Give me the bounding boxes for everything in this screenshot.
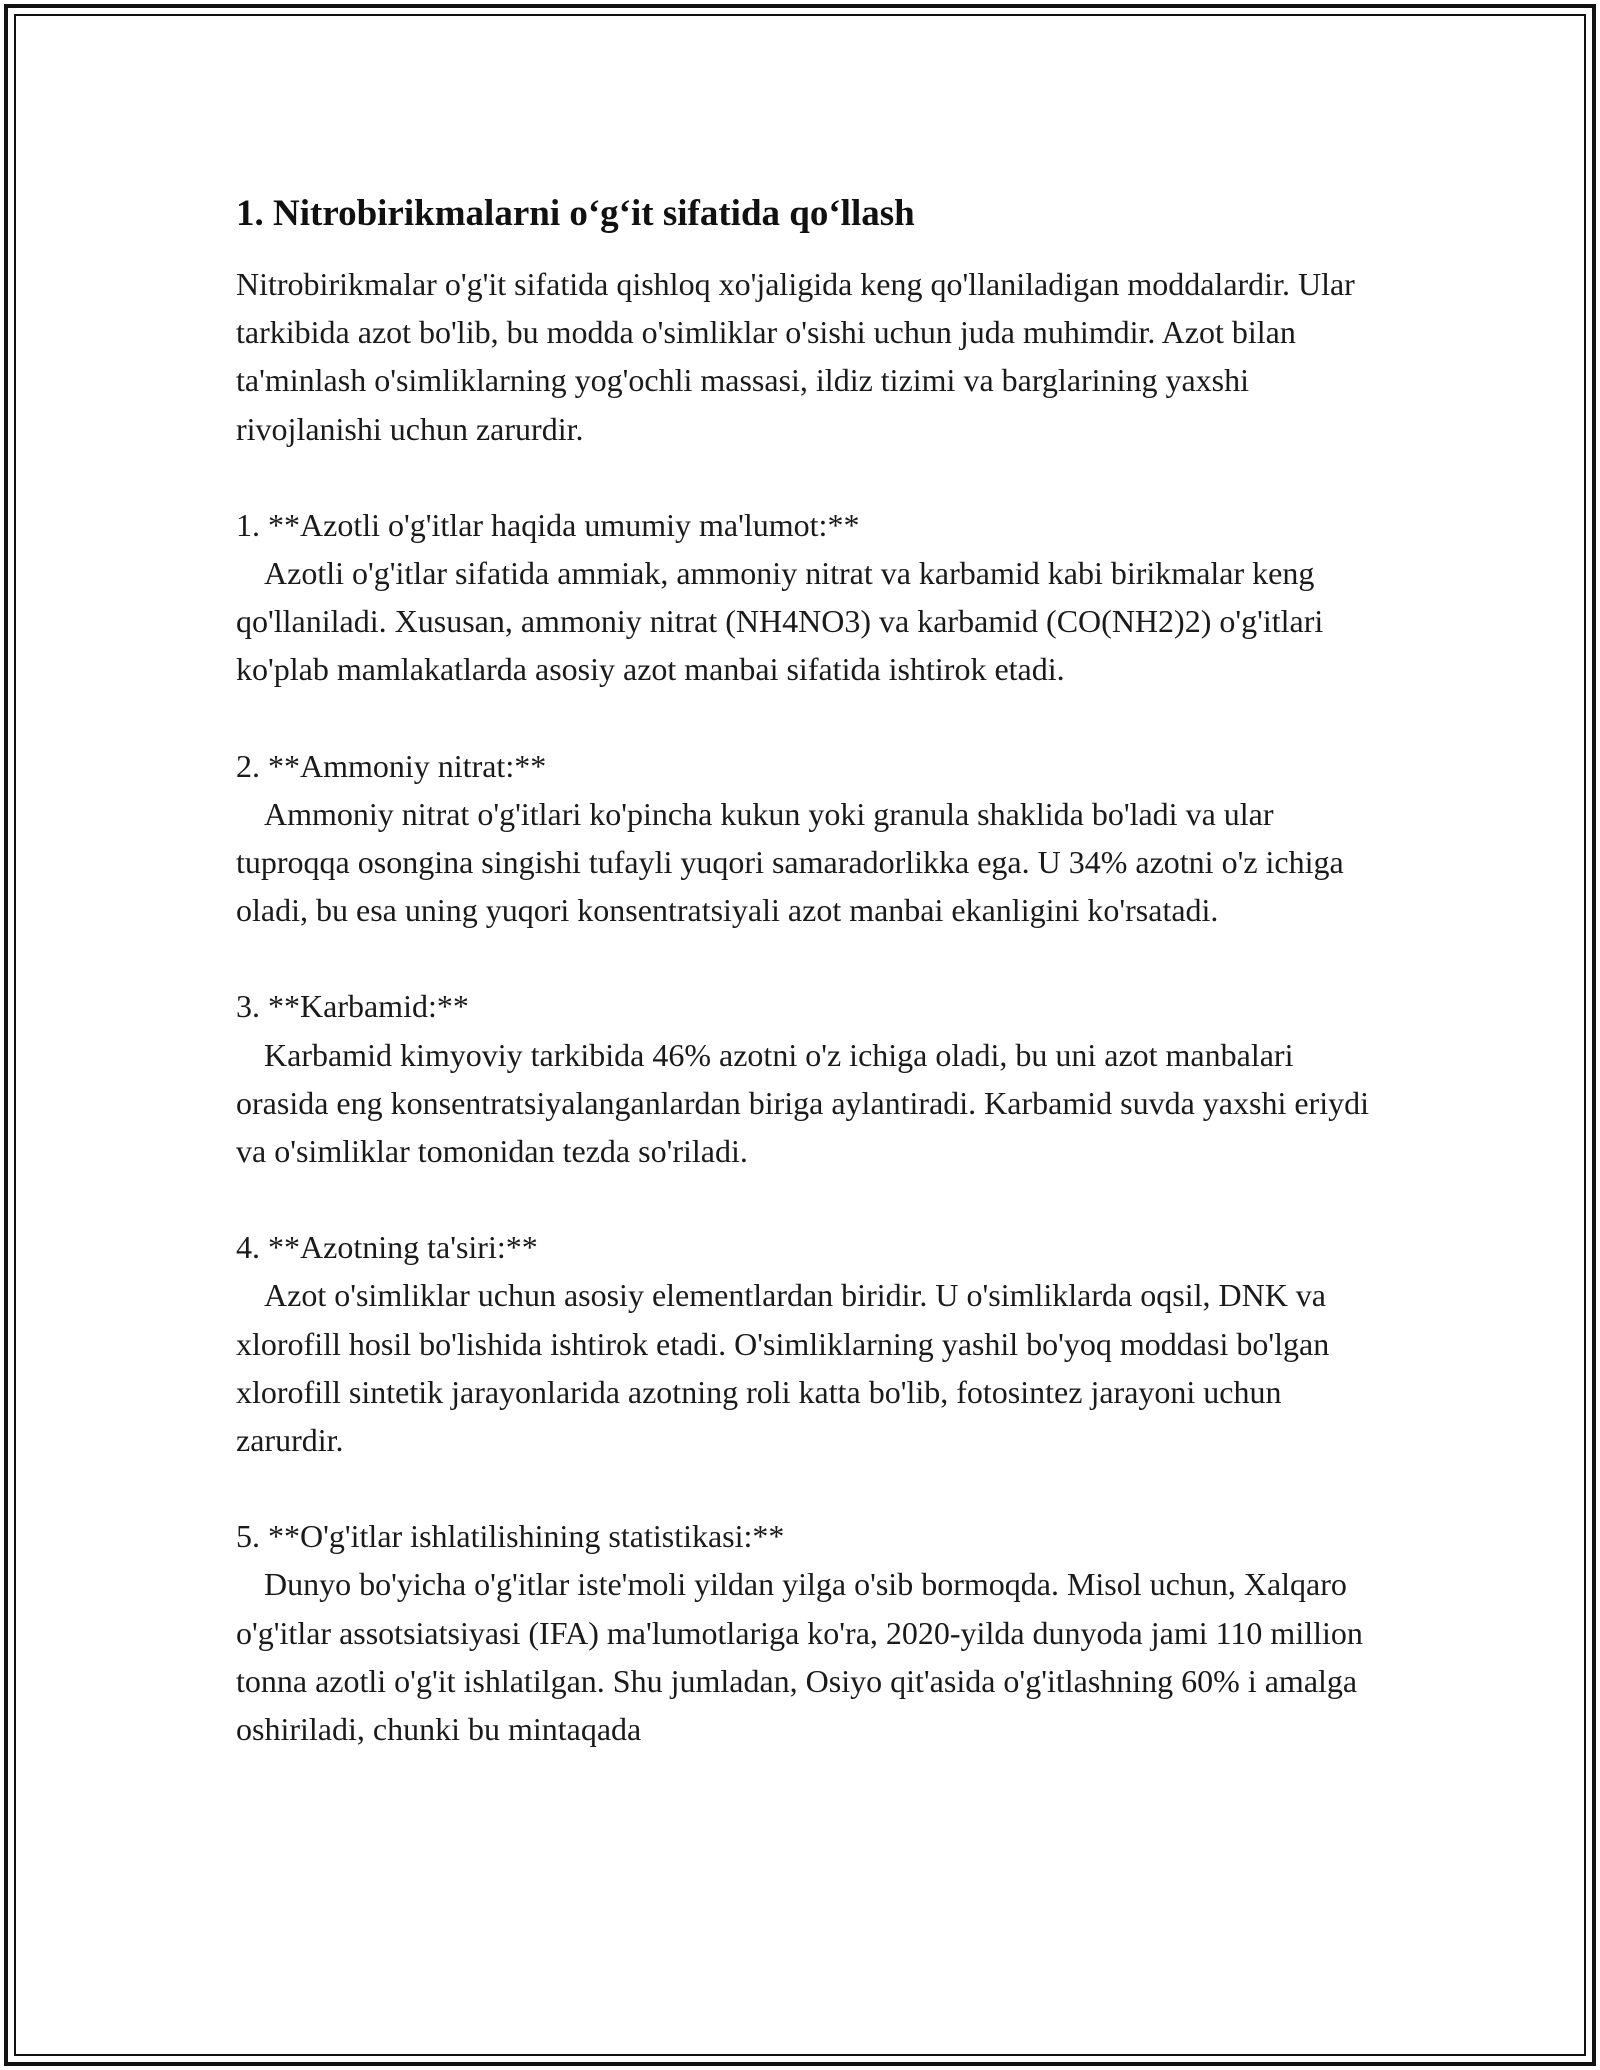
section-body-wrapper bbox=[236, 549, 1376, 694]
section-1 bbox=[236, 501, 1376, 694]
section-3 bbox=[236, 982, 1376, 1175]
intro-paragraph: Nitrobirikmalar o'g'it sifatida qishloq xo'jaligida keng qo'llaniladigan moddalardir. Ular tarkibida azot bo'lib, bu modda o'simliklar o'sishi uchun juda muhimdir. Azot bilan ta'minlash o'simliklarning yog'ochli massasi, ildiz tizimi va barglarining yaxshi rivojlanishi uchun zarurdir. bbox=[236, 266, 1355, 447]
section-title: 4. **Azotning ta'siri:** bbox=[236, 1229, 538, 1266]
section-body: Azotli o'g'itlar sifatida ammiak, ammoniy nitrat va karbamid kabi birikmalar keng qo'llaniladi. Xususan, ammoniy nitrat (NH4NO3) va karbamid (CO(NH2)2) o'g'itlari ko'plab mamlakatlarda asosiy azot manbai sifatida ishtirok etadi. bbox=[236, 555, 1324, 688]
section-body: Karbamid kimyoviy tarkibida 46% azotni o'z ichiga oladi, bu uni azot manbalari orasida eng konsentratsiyalanganlardan biriga aylantiradi. Karbamid suvda yaxshi eriydi va o'simliklar tomonidan tezda so'riladi. bbox=[236, 1036, 1369, 1170]
section-body: Ammoniy nitrat o'g'itlari ko'pincha kukun yoki granula shaklida bo'ladi va ular tuproqqa osongina singishi tufayli yuqori samaradorlikka ega. U 34% azotni o'z ichiga oladi, bu esa uning yuqori konsentratsiyali azot manbai ekanligini ko'rsatadi. bbox=[236, 795, 1344, 929]
document-title: 1. Nitrobirikmalarni o‘g‘it sifatida qo‘llash bbox=[236, 193, 915, 234]
section-body: Azot o'simliklar uchun asosiy elementlardan biridir. U o'simliklarda oqsil, DNK va xlorofill hosil bo'lishida ishtirok etadi. O'simliklarning yashil bo'yoq moddasi bo'lgan xlorofill sintetik jarayonlarida azotning roli katta bo'lib, fotosintez jarayoni uchun zarurdir. bbox=[236, 1277, 1330, 1459]
document-content bbox=[236, 190, 1376, 1753]
section-body-wrapper bbox=[236, 1560, 1376, 1753]
section-title: 5. **O'g'itlar ishlatilishining statistikasi:** bbox=[236, 1518, 785, 1555]
section-2 bbox=[236, 742, 1376, 935]
section-body-wrapper bbox=[236, 1271, 1376, 1464]
section-5 bbox=[236, 1512, 1376, 1753]
section-4 bbox=[236, 1223, 1376, 1464]
section-body-wrapper bbox=[236, 1031, 1376, 1176]
section-title: 1. **Azotli o'g'itlar haqida umumiy ma'lumot:** bbox=[236, 506, 860, 543]
section-body: Dunyo bo'yicha o'g'itlar iste'moli yildan yilga o'sib bormoqda. Misol uchun, Xalqaro o'g'itlar assotsiatsiyasi (IFA) ma'lumotlariga ko'ra, 2020-yilda dunyoda jami 110 million tonna azotli o'g'it ishlatilgan. Shu jumladan, Osiyo qit'asida o'g'itlashning 60% i amalga oshiriladi, chunki bu mintaqada bbox=[236, 1566, 1363, 1748]
section-title: 2. **Ammoniy nitrat:** bbox=[236, 747, 547, 784]
section-title: 3. **Karbamid:** bbox=[236, 988, 469, 1025]
section-body-wrapper bbox=[236, 790, 1376, 935]
